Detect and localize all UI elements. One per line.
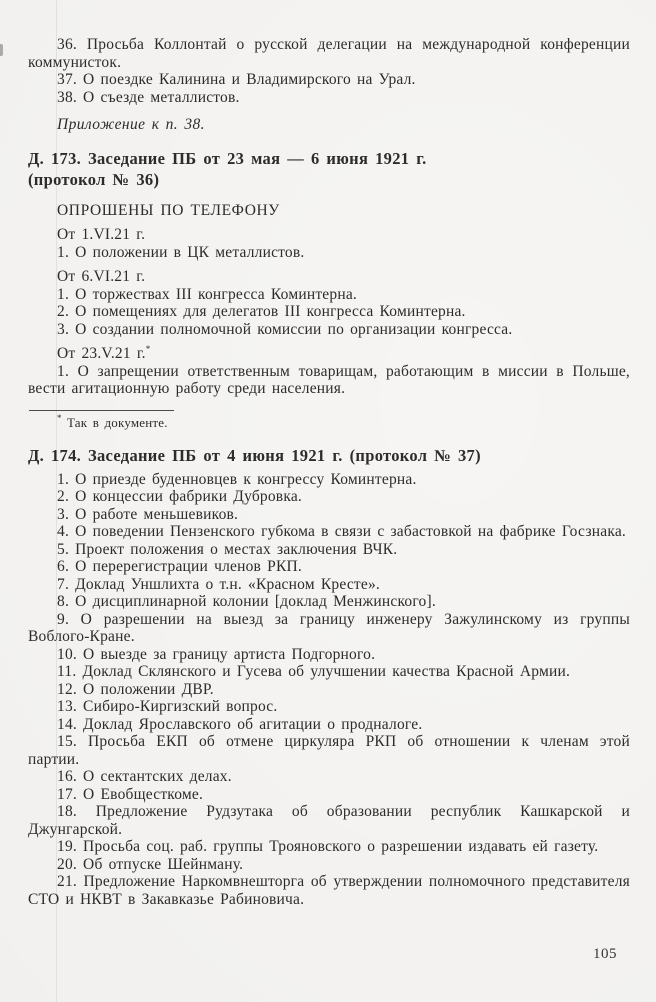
agenda-item: 17. О Евобщесткоме.	[57, 785, 204, 803]
agenda-item: 4. О поведении Пензенского губкома в связи с забастовкой на фабрике Госзнака.	[57, 523, 626, 540]
agenda-item: 8. О дисциплинарной колонии [доклад Менжинского].	[57, 593, 436, 610]
section-174-heading	[28, 445, 630, 466]
agenda-item: 3. О работе меньшевиков.	[57, 505, 239, 523]
agenda-item: 1. О приезде буденновцев к конгрессу Коминтерна.	[57, 470, 417, 488]
agenda-line: От 6.VI.21 г.	[57, 268, 146, 285]
section-173-heading	[28, 148, 630, 190]
footnote-marker: *	[145, 344, 151, 354]
agenda-line: 1. О запрещении ответственным товарищам, работающим в миссии в Польше, вести агитационную работу среди населения.	[28, 362, 630, 397]
heading-line: Д. 173. Заседание ПБ от 23 мая — 6 июня 1921 г.	[28, 148, 427, 168]
section-174	[28, 445, 630, 909]
agenda-line: От 1.VI.21 г.	[57, 226, 146, 243]
agenda-item: 38. О съезде металлистов.	[57, 88, 240, 106]
section-174-heading-lines	[28, 445, 630, 466]
agenda-line: От 23.V.21 г.*	[57, 344, 151, 362]
heading-line: Д. 174. Заседание ПБ от 4 июня 1921 г. (протокол № 37)	[28, 445, 481, 465]
phone-poll-subheading: ОПРОШЕНЫ ПО ТЕЛЕФОНУ	[57, 201, 280, 219]
agenda-item: 20. Об отпуске Шейнману.	[57, 855, 244, 873]
agenda-item: 19. Просьба соц. раб. группы Трояновского о разрешении издавать ей газету.	[57, 838, 599, 855]
agenda-item: 18. Предложение Рудзутака об образовании республик Кашкарской и Джунгарской.	[28, 803, 630, 838]
heading-line: (протокол № 36)	[28, 169, 160, 189]
intro-items-list	[28, 36, 630, 106]
agenda-item: 16. О сектантских делах.	[57, 768, 232, 785]
previous-protocol-tail	[28, 36, 630, 134]
section-173-lines	[28, 226, 630, 398]
appendix-note: Приложение к п. 38.	[57, 116, 205, 133]
footnote-block	[28, 410, 630, 431]
agenda-item: 2. О концессии фабрики Дубровка.	[57, 488, 302, 505]
agenda-item: 9. О разрешении на выезд за границу инженеру Зажулинскому из группы Воблого-Кране.	[28, 610, 630, 645]
agenda-item: 5. Проект положения о местах заключения ВЧК.	[57, 540, 398, 558]
agenda-item: 11. Доклад Склянского и Гусева об улучшении качества Красной Армии.	[57, 663, 571, 680]
page-number: 105	[593, 946, 617, 962]
footnote-rule	[29, 410, 174, 411]
scan-edge-smudge	[0, 44, 3, 56]
footnote-marker: *	[57, 412, 62, 423]
agenda-item: 36. Просьба Коллонтай о русской делегации на международной конференции коммунисток.	[28, 36, 630, 71]
agenda-item: 37. О поездке Калинина и Владимирского на Урал.	[57, 71, 416, 88]
agenda-item: 6. О перерегистрации членов РКП.	[57, 558, 302, 575]
agenda-line: 2. О помещениях для делегатов III конгресса Коминтерна.	[57, 303, 466, 320]
agenda-item: 14. Доклад Ярославского об агитации о продналоге.	[57, 715, 423, 733]
agenda-item: 10. О выезде за границу артиста Подгорного.	[57, 645, 376, 663]
agenda-item: 21. Предложение Наркомвнешторга об утверждении полномочного представителя СТО и НКВТ в Закавказье Рабиновича.	[28, 873, 630, 908]
section-173	[28, 148, 630, 431]
agenda-item: 12. О положении ДВР.	[57, 680, 214, 698]
agenda-line: 1. О положении в ЦК металлистов.	[57, 243, 305, 261]
agenda-item: 15. Просьба ЕКП об отмене циркуляра РКП об отношении к членам этой партии.	[28, 733, 630, 768]
agenda-item: 7. Доклад Уншлихта о т.н. «Красном Кресте».	[57, 575, 380, 593]
agenda-line: 3. О создании полномочной комиссии по организации конгресса.	[57, 320, 513, 338]
footnote-text: * Так в документе.	[57, 412, 168, 430]
agenda-item: 13. Сибиро-Киргизский вопрос.	[57, 698, 278, 715]
agenda-line: 1. О торжествах III конгресса Коминтерна.	[57, 285, 357, 303]
section-173-heading-lines	[28, 148, 630, 190]
section-174-items	[28, 471, 630, 909]
